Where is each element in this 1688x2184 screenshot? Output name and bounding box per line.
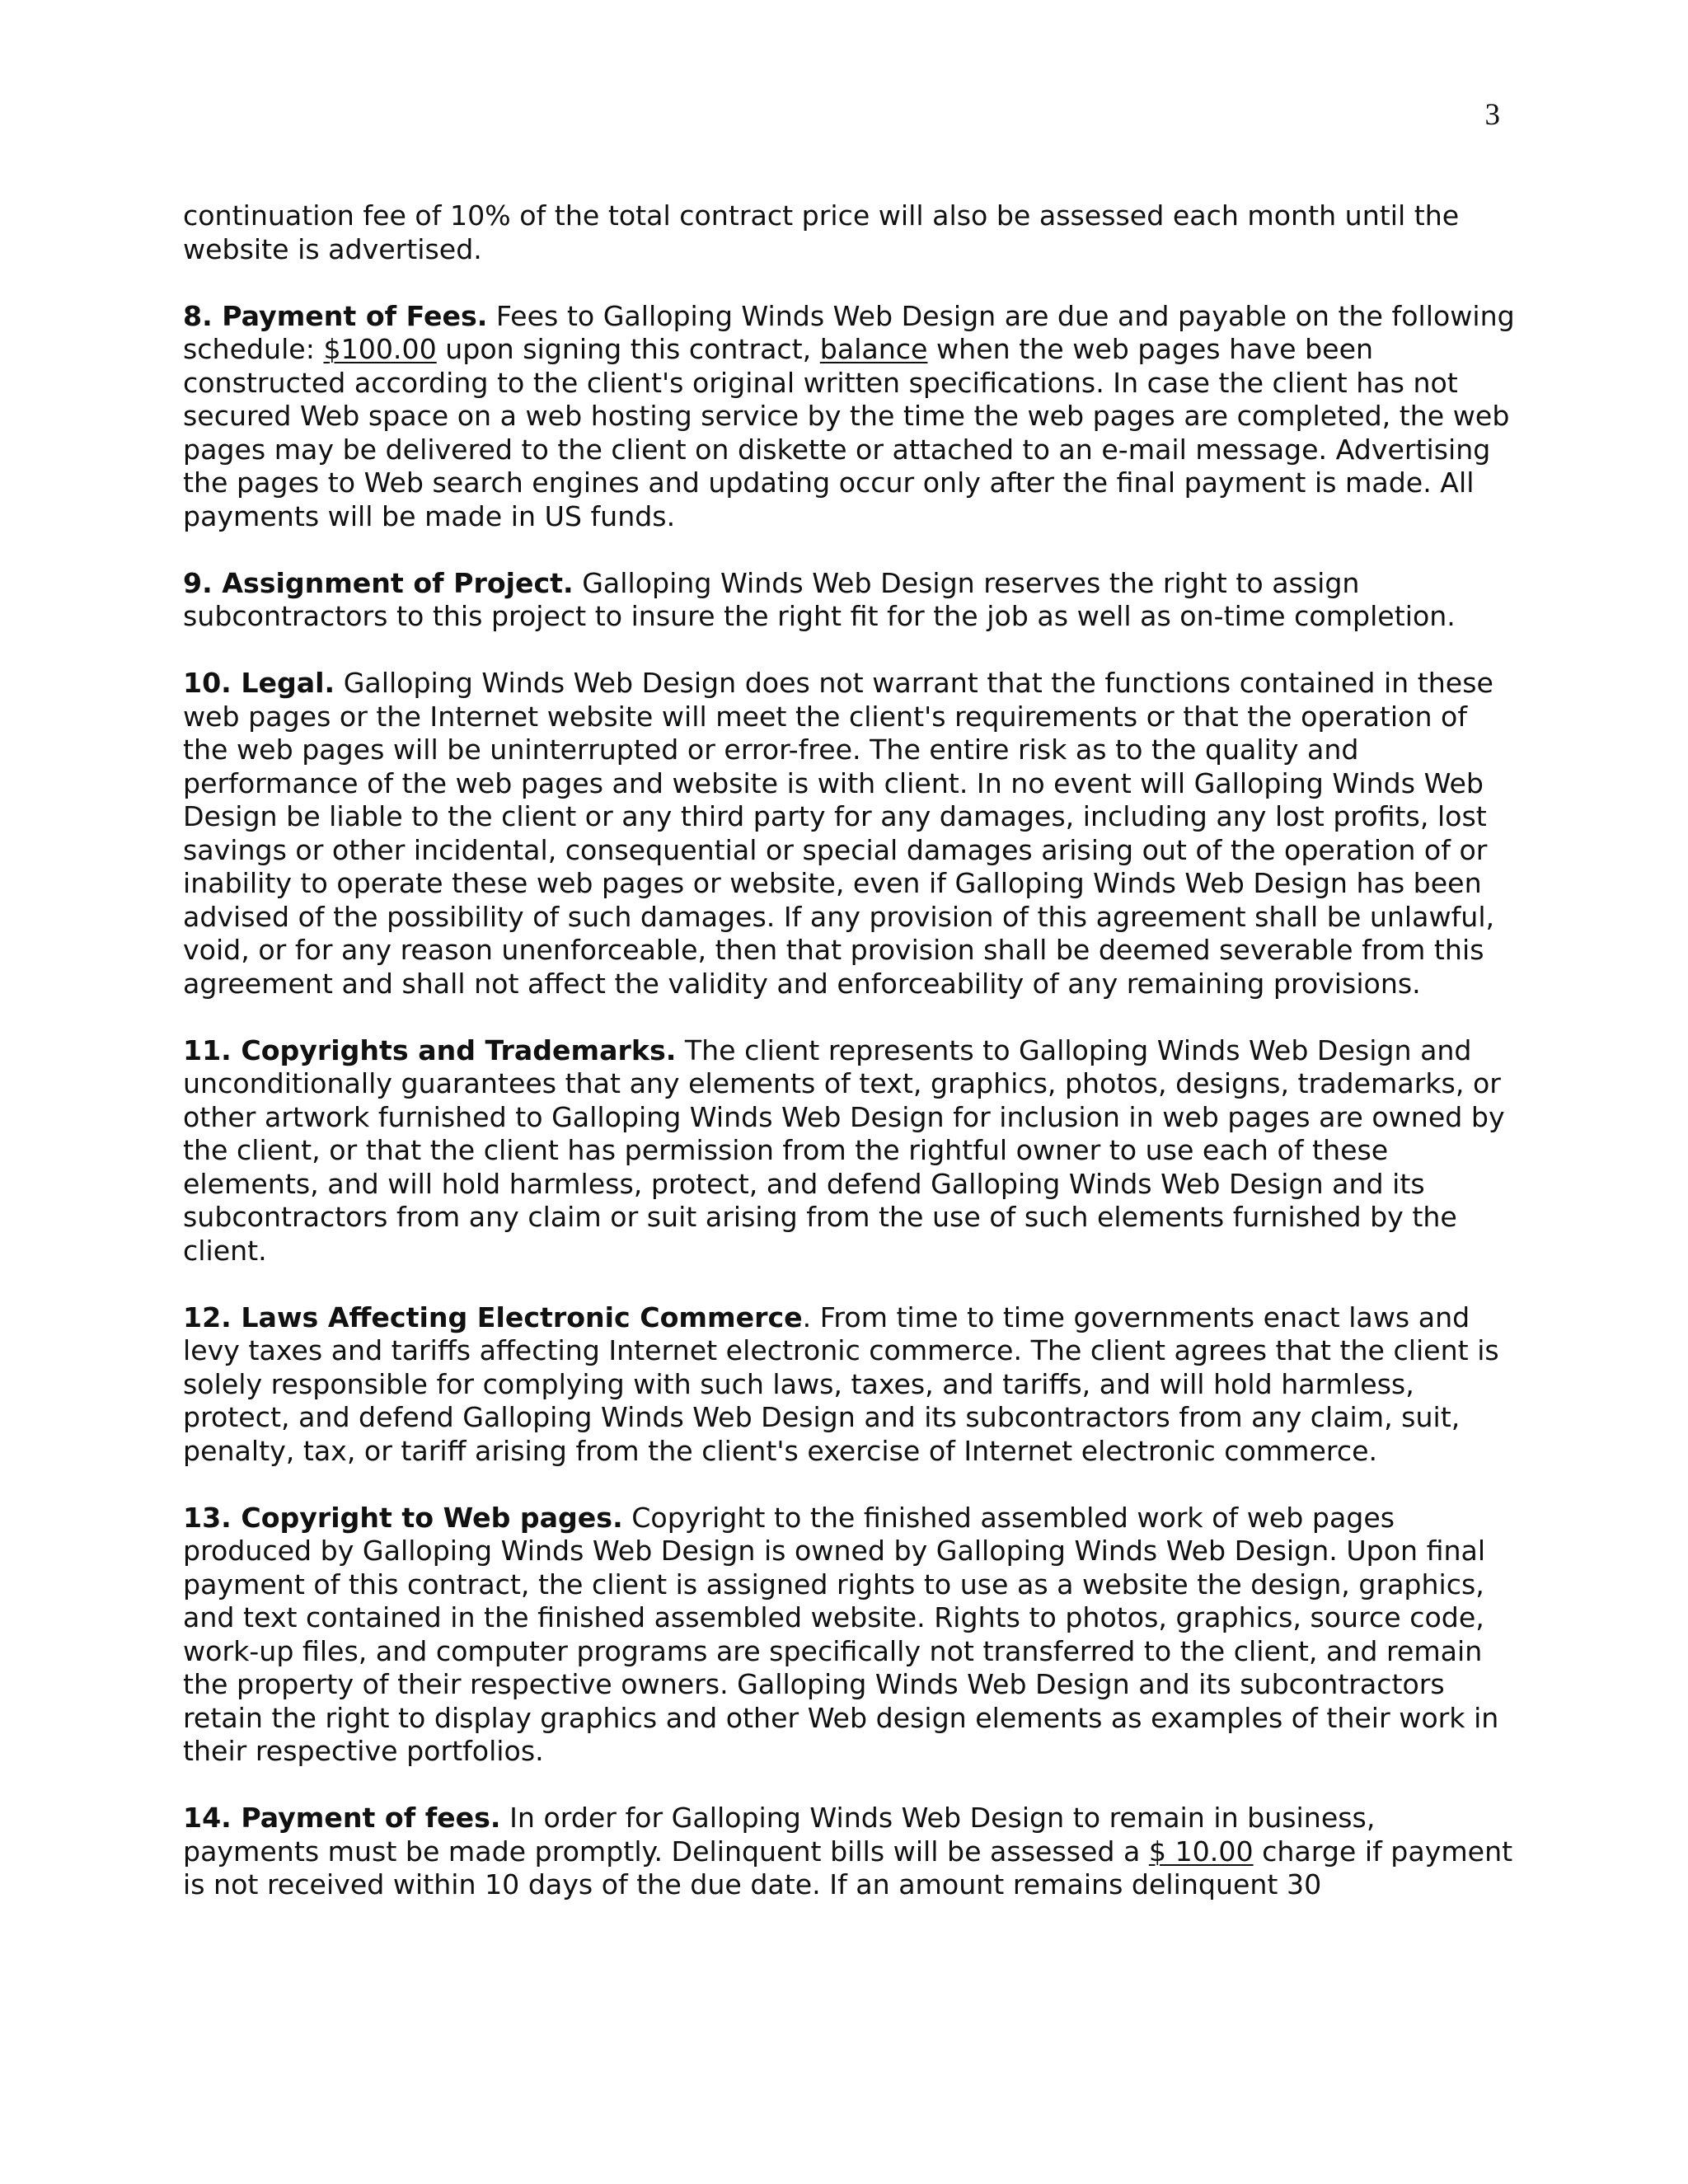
paragraph-11-copyrights-trademarks — [183, 1034, 1518, 1268]
underlined-amount: $ 10.00 — [1148, 1835, 1254, 1868]
paragraph-text: charge if payment is not received within 10 days of the due date. If an amount remains delinquent 30 — [183, 1835, 1513, 1900]
page-number: 3 — [1484, 98, 1500, 132]
paragraph-12-electronic-commerce — [183, 1301, 1518, 1469]
paragraph-14-payment-of-fees — [183, 1802, 1518, 1902]
paragraph-text: . From time to time governments enact laws and levy taxes and tariffs affecting Internet electronic commerce. The client agrees that the client is solely responsible for complying with such laws, taxes, and tariffs, and will hold harmless, protect, and defend Galloping Winds Web Design and its subcontractors from any claim, suit, penalty, tax, or tariff arising from the client's exercise of Internet electronic commerce. — [183, 1301, 1499, 1467]
section-heading: 8. Payment of Fees. — [183, 299, 488, 332]
paragraph-9-assignment — [183, 567, 1518, 634]
section-heading: 14. Payment of fees. — [183, 1802, 501, 1834]
paragraph-text: The client represents to Galloping Winds Web Design and unconditionally guarantees that any elements of text, graphics, photos, designs, trademarks, or other artwork furnished to Galloping Winds Web Design for inclusion in web pages are owned by the client, or that the client has permission from the rightful owner to use each of these elements, and will hold harmless, protect, and defend Galloping Winds Web Design and its subcontractors from any claim or suit arising from the use of such elements furnished by the client. — [183, 1033, 1505, 1267]
paragraph-text: when the web pages have been constructed according to the client's original written specifications. In case the client has not secured Web space on a web hosting service by the time the web pages are completed, the web pages may be delivered to the client on diskette or attached to an e-mail message. Advertising the pages to Web search engines and updating occur only after the final payment is made. All payments will be made in US funds. — [183, 333, 1510, 532]
section-heading: 11. Copyrights and Trademarks. — [183, 1033, 677, 1066]
paragraph-7-continuation — [183, 199, 1518, 266]
paragraph-text: Galloping Winds Web Design reserves the right to assign subcontractors to this project to insure the right fit for the job as well as on-time completion. — [183, 566, 1456, 632]
paragraph-text: Fees to Galloping Winds Web Design are due and payable on the following schedule: — [183, 299, 1515, 365]
section-heading: 10. Legal. — [183, 667, 335, 699]
paragraph-text: Copyright to the finished assembled work of web pages produced by Galloping Winds Web Design is owned by Galloping Winds Web Design. Upon final payment of this contract, the client is assigned rights to use as a website the design, graphics, and text contained in the finished assembled website. Rights to photos, graphics, source code, work-up files, and computer programs are specifically not transferred to the client, and remain the property of their respective owners. Galloping Winds Web Design and its subcontractors retain the right to display graphics and other Web design elements as examples of their work in their respective portfolios. — [183, 1501, 1499, 1767]
paragraph-8-payment-of-fees — [183, 300, 1518, 534]
section-heading: 13. Copyright to Web pages. — [183, 1501, 623, 1534]
underlined-amount: $100.00 — [323, 333, 437, 365]
paragraph-text: upon signing this contract, — [436, 333, 820, 365]
document-body — [183, 199, 1518, 1935]
paragraph-text: Galloping Winds Web Design does not warrant that the functions contained in these web pages or the Internet website will meet the client's requirements or that the operation of the web pages will be uninterrupted or error-free. The entire risk as to the quality and performance of the web pages and website is with client. In no event will Galloping Winds Web Design be liable to the client or any third party for any damages, including any lost profits, lost savings or other incidental, consequential or special damages arising out of the operation of or inability to operate these web pages or website, even if Galloping Winds Web Design has been advised of the possibility of such damages. If any provision of this agreement shall be unlawful, void, or for any reason unenforceable, then that provision shall be deemed severable from this agreement and shall not affect the validity and enforceability of any remaining provisions. — [183, 667, 1495, 1000]
section-heading: 12. Laws Affecting Electronic Commerce — [183, 1301, 803, 1333]
section-heading: 9. Assignment of Project. — [183, 566, 574, 599]
paragraph-10-legal — [183, 667, 1518, 1001]
paragraph-13-copyright-web-pages — [183, 1502, 1518, 1769]
paragraph-text: continuation fee of 10% of the total contract price will also be assessed each month until the website is advertised. — [183, 199, 1460, 265]
underlined-term: balance — [819, 333, 928, 365]
paragraph-text: In order for Galloping Winds Web Design to remain in business, payments must be made promptly. Delinquent bills will be assessed a — [183, 1802, 1376, 1868]
